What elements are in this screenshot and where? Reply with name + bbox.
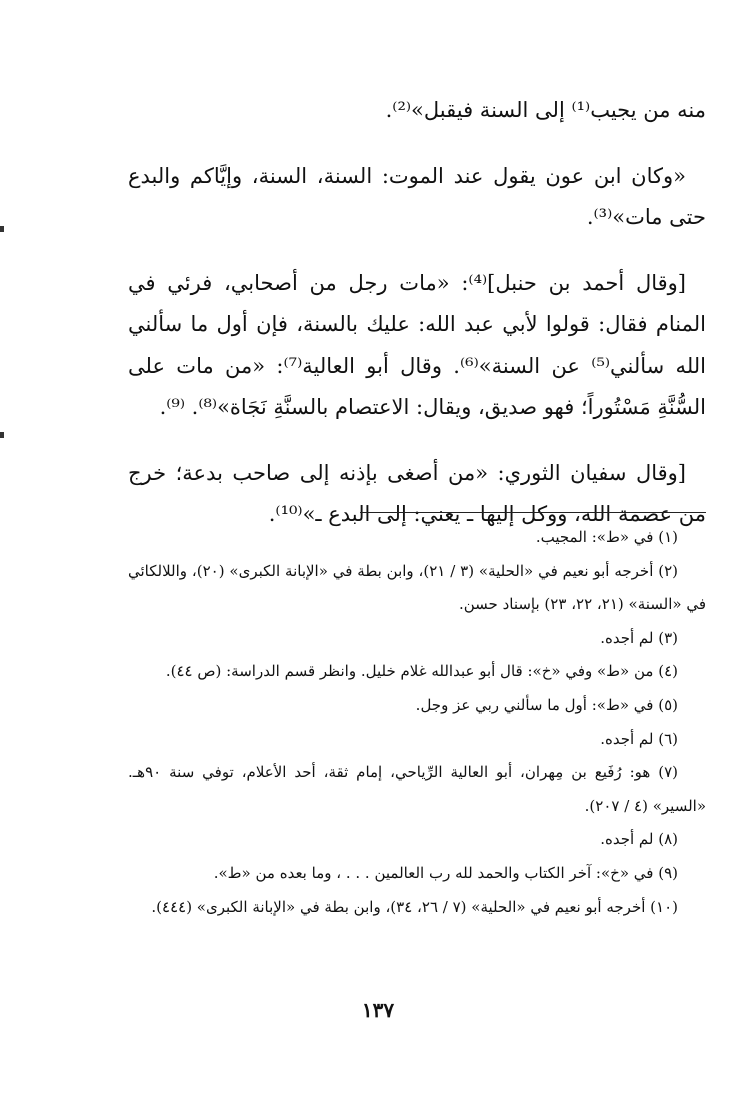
paragraph-1: منه من يجيب⁽¹⁾ إلى السنة فيقبل»⁽²⁾.	[385, 98, 706, 122]
paragraph-3: [وقال أحمد بن حنبل]⁽⁴⁾: «مات رجل من أصحابي، فرئي في المنام فقال: قولوا لأبي عبد الله: عليك بالسنة، فإن أول ما سألني الله سألني⁽⁵⁾ عن السنة»⁽⁶⁾. وقال أبو العالية⁽⁷⁾: «من مات على السُّنَّةِ مَسْتُوراً؛ فهو صديق، ويقال: الاعتصام بالسنَّةِ نَجَاة»⁽⁸⁾. ⁽⁹⁾.	[128, 270, 707, 419]
footnote-4: (٤) من «ط» وفي «خ»: قال أبو عبدالله غلام خليل. وانظر قسم الدراسة: (ص ٤٤).	[165, 662, 678, 681]
paragraph-2: «وكان ابن عون يقول عند الموت: السنة، السنة، وإيَّاكم والبدع حتى مات»⁽³⁾.	[128, 163, 706, 229]
footnote-7: (٧) هو: رُفَيع بن مِهران، أبو العالية الرِّياحي، إمام ثقة، أحد الأعلام، توفي سنة ٩٠هـ. «السير» (٤ / ٢٠٧).	[128, 763, 706, 815]
footnote-6: (٦) لم أجده.	[600, 729, 678, 748]
footnote-1: (١) في «ط»: المجيب.	[535, 528, 678, 546]
footnote-separator	[360, 512, 706, 513]
footnote-10: (١٠) أخرجه أبو نعيم في «الحلية» (٧ / ٢٦، ٣٤)، وابن بطة في «الإبانة الكبرى» (٤٤٤).	[151, 897, 678, 916]
footnote-3: (٣) لم أجده.	[600, 628, 678, 647]
footnote-9: (٩) في «خ»: آخر الكتاب والحمد لله رب العالمين . . . ، وما بعده من «ط».	[213, 863, 678, 882]
paragraph-4: [وقال سفيان الثوري: «من أصغى بإذنه إلى صاحب بدعة؛ خرج من عصمة الله، ووكل إليها ـ يعني: إلى البدع ـ»⁽¹⁰⁾.	[128, 460, 706, 526]
footnote-2: (٢) أخرجه أبو نعيم في «الحلية» (٣ / ٢١)، وابن بطة في «الإبانة الكبرى» (٢٠)، واللالكائي في «السنة» (٢١، ٢٢، ٢٣) بإسناد حسن.	[128, 561, 706, 614]
page-number: ١٣٧	[361, 998, 395, 1022]
main-text	[128, 90, 706, 536]
footnote-8: (٨) لم أجده.	[600, 830, 678, 849]
footnote-5: (٥) في «ط»: أول ما سألني ربي عز وجل.	[415, 695, 678, 714]
footnotes	[128, 521, 706, 924]
scan-edge-mark	[0, 432, 4, 438]
scan-edge-mark	[0, 226, 4, 232]
